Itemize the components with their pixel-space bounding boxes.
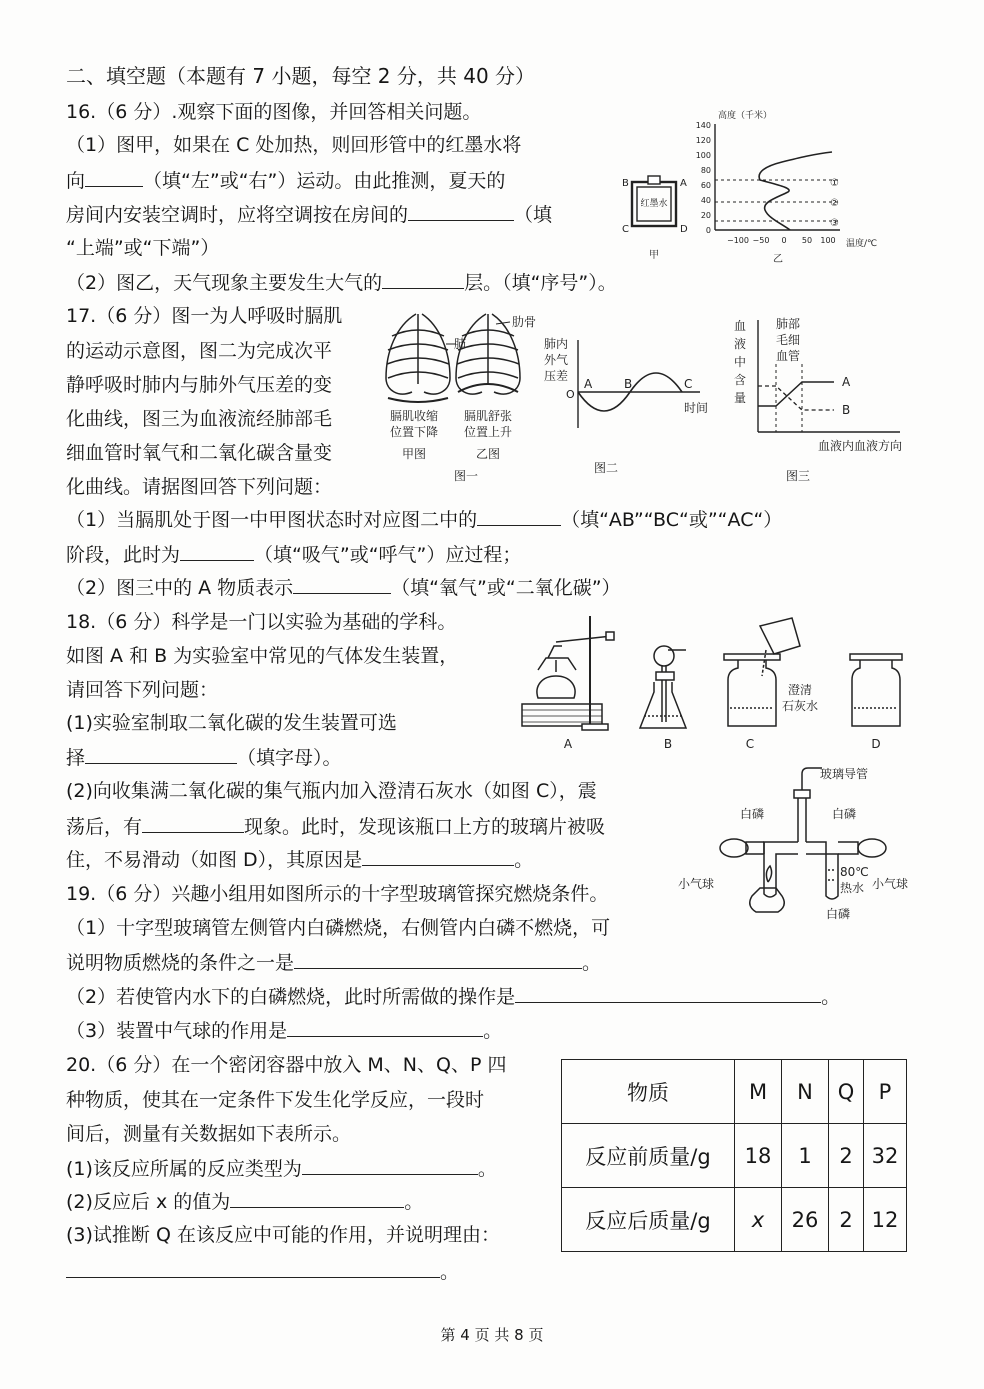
svg-text:压差: 压差 [544, 369, 569, 383]
apparatus-a-label: A [563, 737, 573, 751]
table-cell: 32 [864, 1124, 907, 1188]
svg-text:位置上升: 位置上升 [463, 425, 513, 439]
table-cell: 反应后质量/g [562, 1188, 735, 1252]
svg-text:−50: −50 [752, 236, 770, 245]
q20-blank-reaction-type[interactable] [302, 1156, 478, 1175]
q19-text: 。 [483, 1020, 503, 1042]
q20-text: 。 [440, 1261, 460, 1283]
apparatus-b-label: B [663, 737, 673, 751]
q16-part1-line3 [66, 202, 552, 227]
q17-line6: 化曲线。请据图回答下列问题： [66, 476, 333, 498]
svg-text:含: 含 [734, 373, 747, 387]
table-cell: 1 [782, 1124, 829, 1188]
q16-part1-line2 [66, 168, 505, 193]
q20-text: 。 [404, 1191, 424, 1213]
jia-corner-b: B [622, 178, 629, 189]
q18-text: 现象。此时，发现该瓶口上方的玻璃片被吸 [244, 816, 606, 838]
q19-label-tube: 玻璃导管 [820, 767, 869, 781]
svg-text:80: 80 [700, 166, 711, 175]
q17-blank-stage[interactable] [477, 507, 561, 526]
svg-text:140: 140 [695, 121, 711, 130]
jia-caption: 甲 [649, 250, 659, 261]
svg-text:100: 100 [695, 151, 711, 160]
q19-figure-cross-tube [676, 762, 926, 928]
ribcage-left-image [386, 314, 450, 402]
svg-text:0: 0 [781, 236, 787, 245]
q16-text: （2）图乙，天气现象主要发生大气的 [66, 272, 383, 294]
q16-text: 房间内安装空调时，应将空调按在房间的 [66, 204, 409, 226]
q18-blank-reason[interactable] [362, 847, 514, 866]
yi-xlabel: 温度/℃ [846, 239, 878, 249]
svg-text:毛细: 毛细 [775, 333, 801, 347]
q20-blank-x-value[interactable] [230, 1189, 404, 1208]
q17-line1: 17.（6 分）图一为人呼吸时膈肌 [66, 305, 343, 327]
q19-line1: 19.（6 分）兴趣小组用如图所示的十字型玻璃管探究燃烧条件。 [66, 883, 609, 905]
q17-figure-3 [722, 314, 922, 488]
q19-text: 。 [582, 952, 602, 974]
q19-label-wp-left: 白磷 [740, 807, 765, 821]
q16-text: 层。（填“序号”）。 [464, 272, 617, 294]
q18-part2-line2 [66, 814, 605, 839]
table-cell: M [735, 1060, 782, 1124]
q17-line4: 化曲线，图三为血液流经肺部毛 [66, 408, 333, 430]
svg-text:血: 血 [734, 319, 747, 333]
table-cell: P [864, 1060, 907, 1124]
fig3-curve-a [758, 382, 834, 406]
svg-text:液: 液 [734, 337, 747, 351]
q16-figure-yi [690, 106, 890, 268]
svg-text:位置下降: 位置下降 [389, 425, 439, 439]
q19-label-water: 热水 [840, 881, 865, 895]
q16-figure-jia [618, 170, 692, 262]
q16-text: （填“左”或“右”）运动。由此推测，夏天的 [143, 170, 506, 192]
fig2-origin: O [566, 388, 575, 401]
q18-text: 择 [66, 747, 86, 769]
fig1-label-rib: 肋骨 [512, 315, 537, 329]
q18-part2-line1: (2)向收集满二氧化碳的集气瓶内加入澄清石灰水（如图 C），震 [66, 780, 597, 802]
q19-label-wp-bottom: 白磷 [826, 907, 851, 921]
fig3-label-a: A [842, 375, 851, 389]
q20-table [561, 1059, 907, 1252]
svg-text:60: 60 [700, 181, 711, 190]
table-cell: 2 [829, 1124, 864, 1188]
q17-text: （填“AB”“BC“或”“AC“） [561, 509, 783, 531]
q18-text: 。 [514, 849, 534, 871]
q19-label-temp: 80℃ [840, 865, 869, 879]
jia-corner-d: D [680, 224, 688, 235]
table-cell: 18 [735, 1124, 782, 1188]
q17-figure-2 [540, 336, 720, 480]
svg-text:膈肌收缩: 膈肌收缩 [389, 409, 439, 423]
q18-blank-apparatus[interactable] [85, 745, 237, 764]
q19-part1-line1: （1）十字型玻璃管左侧管内白磷燃烧，右侧管内白磷不燃烧，可 [66, 917, 611, 939]
table-cell: 26 [782, 1188, 829, 1252]
q19-blank-condition[interactable] [294, 950, 582, 969]
jia-corner-c: C [622, 224, 629, 235]
yi-layer-3: ③ [830, 218, 839, 229]
apparatus-d-label: D [871, 737, 881, 751]
q16-text: 向 [66, 170, 86, 192]
page-footer: 第 4 页 共 8 页 [440, 1326, 544, 1344]
q20-line3: 间后，测量有关数据如下表所示。 [66, 1123, 352, 1145]
q18-part1-line1: (1)实验室制取二氧化碳的发生装置可选 [66, 712, 397, 734]
q19-text: 。 [821, 986, 841, 1008]
fig1-right-caption: 乙图 [475, 447, 501, 461]
q20-text: 。 [477, 1158, 497, 1180]
q17-part2 [66, 575, 621, 600]
q17-text: （2）图三中的 A 物质表示 [66, 577, 294, 599]
q17-text: （1）当膈肌处于图一中甲图状态时对应图二中的 [66, 509, 478, 531]
yi-caption: 乙 [773, 254, 783, 265]
jia-liquid-label: 红墨水 [640, 199, 668, 209]
q20-part3: (3)试推断 Q 在该反应中可能的作用，并说明理由： [66, 1224, 500, 1246]
q20-text: (1)该反应所属的反应类型为 [66, 1158, 302, 1180]
q19-blank-operation[interactable] [515, 984, 821, 1003]
svg-text:外气: 外气 [544, 353, 569, 367]
yi-layer-1: ① [830, 178, 839, 189]
q18-text: （填字母）。 [237, 747, 342, 769]
table-cell: 物质 [562, 1060, 735, 1124]
table-cell: N [782, 1060, 829, 1124]
q17-line5: 细血管时氧气和二氧化碳含量变 [66, 442, 333, 464]
yi-ylabel: 高度（千米） [718, 111, 773, 121]
q17-text: （填“氧气”或“二氧化碳”） [391, 577, 621, 599]
q20-blank-role[interactable] [66, 1259, 440, 1278]
q20-part2 [66, 1189, 423, 1214]
table-row [562, 1188, 907, 1252]
apparatus-c-label: C [745, 737, 755, 751]
q16-blank-direction[interactable] [85, 168, 143, 187]
q19-blank-balloon[interactable] [287, 1018, 483, 1037]
svg-text:−100: −100 [727, 236, 749, 245]
svg-text:0: 0 [705, 226, 711, 235]
svg-text:膈肌舒张: 膈肌舒张 [463, 409, 513, 423]
q16-stem: 16.（6 分）.观察下面的图像，并回答相关问题。 [66, 101, 482, 123]
apparatus-b [640, 646, 686, 728]
table-cell: Q [829, 1060, 864, 1124]
fig1-caption: 图一 [453, 469, 479, 482]
svg-text:肺内: 肺内 [544, 337, 569, 351]
q17-line2: 的运动示意图，图二为完成次平 [66, 340, 333, 362]
q17-text: （填“吸气”或“呼气”）应过程； [254, 544, 522, 566]
fig3-caption: 图三 [785, 469, 811, 483]
q17-blank-process[interactable] [180, 542, 254, 561]
table-cell: 2 [829, 1188, 864, 1252]
q18-part1-line2 [66, 745, 342, 770]
q16-blank-layer[interactable] [382, 270, 464, 289]
fig3-label-b: B [842, 403, 851, 417]
q19-part3 [66, 1018, 502, 1043]
q19-text: （2）若使管内水下的白磷燃烧，此时所需做的操作是 [66, 986, 516, 1008]
q19-text: （3）装置中气球的作用是 [66, 1020, 288, 1042]
q17-blank-substance[interactable] [293, 575, 391, 594]
svg-text:血管: 血管 [775, 349, 801, 363]
yi-temperature-curve [759, 152, 832, 230]
q16-part1-line1: （1）图甲，如果在 C 处加热，则回形管中的红墨水将 [66, 134, 522, 156]
q17-text: 阶段，此时为 [66, 544, 181, 566]
table-cell: 反应前质量/g [562, 1124, 735, 1188]
ribcage-right-image [456, 314, 520, 394]
table-cell: x [735, 1188, 782, 1252]
apparatus-a [522, 616, 614, 730]
q20-line1: 20.（6 分）在一个密闭容器中放入 M、N、Q、P 四 [66, 1054, 507, 1076]
fig2-point-c: C [684, 377, 693, 391]
q17-part1-line2 [66, 542, 521, 567]
q19-text: 说明物质燃烧的条件之一是 [66, 952, 295, 974]
q19-label-wp-right: 白磷 [832, 807, 857, 821]
q18-line3: 请回答下列问题： [66, 679, 219, 701]
q17-line3: 静呼吸时肺内与肺外气压差的变 [66, 374, 333, 396]
q17-part1-line1 [66, 507, 782, 532]
limewater-label-1: 澄清 [787, 683, 813, 697]
svg-text:中: 中 [734, 355, 747, 369]
q18-figure-apparatus [516, 606, 908, 754]
svg-text:100: 100 [820, 236, 836, 245]
q18-line1: 18.（6 分）科学是一门以实验为基础的学科。 [66, 611, 457, 633]
svg-text:40: 40 [700, 196, 711, 205]
jia-corner-a: A [680, 178, 687, 189]
q19-label-balloon-left: 小气球 [678, 877, 715, 891]
q20-part3-answer [66, 1259, 459, 1284]
q18-text: 住，不易滑动（如图 D），其原因是 [66, 849, 363, 871]
table-row [562, 1060, 907, 1124]
q16-part1-line4: “上端”或“下端”） [66, 237, 220, 259]
q19-part1-line2 [66, 950, 601, 975]
svg-text:50: 50 [801, 236, 813, 245]
yi-layer-2: ② [830, 198, 839, 209]
section-title: 二、填空题（本题有 7 小题，每空 2 分，共 40 分） [66, 64, 536, 88]
fig2-xlabel: 时间 [684, 401, 709, 415]
q17-figure-1 [378, 306, 548, 482]
q19-label-balloon-right: 小气球 [872, 877, 909, 891]
q20-line2: 种物质，使其在一定条件下发生化学反应，一段时 [66, 1089, 485, 1111]
table-cell: 12 [864, 1188, 907, 1252]
q18-line2: 如图 A 和 B 为实验室中常见的气体发生装置， [66, 645, 459, 667]
apparatus-d [850, 654, 902, 726]
fig1-left-caption: 甲图 [401, 447, 427, 461]
q20-text: (2)反应后 x 的值为 [66, 1191, 231, 1213]
svg-text:120: 120 [695, 136, 711, 145]
q18-blank-phenomenon[interactable] [142, 814, 244, 833]
q20-part1 [66, 1156, 497, 1181]
svg-text:肺部: 肺部 [775, 317, 801, 331]
q19-part2 [66, 984, 840, 1009]
fig1-label-lung: 肺 [454, 337, 467, 351]
svg-text:量: 量 [734, 391, 747, 405]
q18-part2-line3 [66, 847, 533, 872]
q18-text: 荡后，有 [66, 816, 143, 838]
table-row [562, 1124, 907, 1188]
fig2-point-b: B [624, 377, 633, 391]
fig3-xlabel: 血液内血液方向 [818, 439, 903, 453]
q16-blank-position[interactable] [408, 202, 514, 221]
fig2-caption: 图二 [593, 461, 619, 475]
svg-text:20: 20 [700, 211, 711, 220]
q16-part2 [66, 270, 617, 295]
fig2-point-a: A [584, 377, 593, 391]
limewater-label-2: 石灰水 [781, 699, 819, 713]
q16-text: （填 [514, 204, 553, 226]
